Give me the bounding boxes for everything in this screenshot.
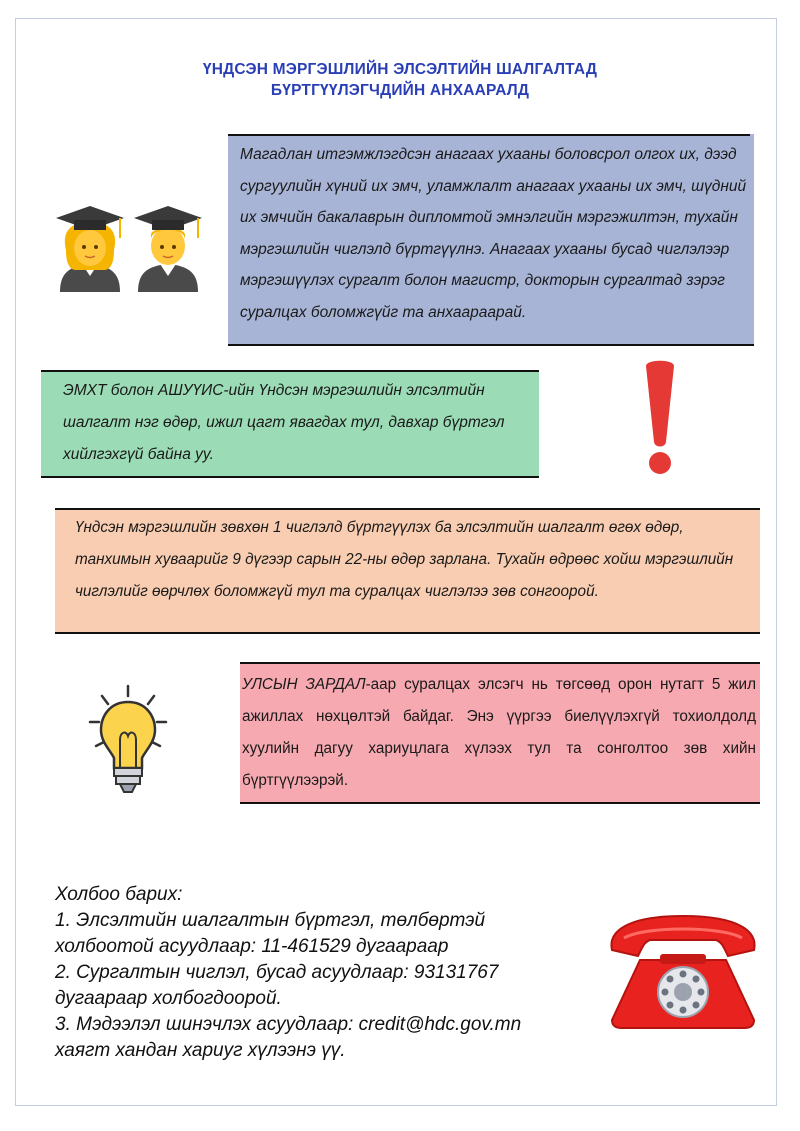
rule-top xyxy=(228,134,750,136)
contact-line: 1. Элсэлтийн шалгалтын бүртгэл, төлбөртэй xyxy=(55,910,486,931)
title-line-1: ҮНДСЭН МЭРГЭШЛИЙН ЭЛСЭЛТИЙН ШАЛГАЛТАД xyxy=(202,61,598,78)
rule-bottom xyxy=(228,344,754,346)
contact-line: 3. Мэдээлэл шинэчлэх асуудлаар: credit@hdc.gov.mn xyxy=(55,1014,522,1035)
notice-exam-day-text: ЭМХТ болон АШУҮИС-ийн Үндсэн мэргэшлийн элсэлтийн шалгалт нэг өдөр, ижил цагт явагдах тул, давхар бүртгэл хийлгэхгүй байна уу. xyxy=(63,382,505,463)
notice-graduates-text: Магадлан итгэмжлэгдсэн анагаах ухааны боловсрол олгох их, дээд сургуулийн хүний их эмч, уламжлалт анагаах ухааны их эмч, шүдний их эмчийн бакалаврын дипломтой эмнэлгийн мэргэжилтэн, тухайн мэргэшлийн чиглэлд бүртгүүлнэ. Анагаах ухааны бусад чиглэлээр мэргэшүүлэх сургалт болон магистр, докторын сургалтад зэрэг суралцах боломжгүйг та анхаараарай. xyxy=(240,146,747,321)
state-funded-highlight: УЛСЫН ЗАРДАЛ xyxy=(242,676,366,693)
contact-line: хаягт хандан хариуг хүлээнэ үү. xyxy=(55,1040,346,1061)
rule-top xyxy=(55,508,760,510)
rule-bottom xyxy=(55,632,760,634)
contact-line: дугаараар холбогдоорой. xyxy=(55,988,282,1009)
notice-graduates xyxy=(228,134,754,346)
notice-state-funded xyxy=(240,662,760,804)
state-funded-body: -аар суралцах элсэгч нь төгсөөд орон нутагт 5 жил ажиллах нөхцөлтэй байдаг. Энэ үүргээ биелүүлэхгүй тохиолдолд хуулийн дагуу хариуцлага хүлээх тул та сонголтоо зөв хийн бүртгүүлээрэй. xyxy=(242,676,757,789)
contact-heading: Холбоо барих: xyxy=(55,884,183,905)
notice-single-choice xyxy=(55,508,760,634)
notice-exam-day xyxy=(41,370,539,478)
notice-state-funded-text xyxy=(242,669,756,797)
rule-bottom xyxy=(240,802,760,804)
rule-top xyxy=(41,370,539,372)
contact-line: холбоотой асуудлаар: 11-461529 дугаараар xyxy=(55,936,449,957)
telephone-icon xyxy=(604,910,762,1032)
graduate-students-icon xyxy=(54,204,206,296)
contact-line: 2. Сургалтын чиглэл, бусад асуудлаар: 93131767 xyxy=(55,962,499,983)
contact-section xyxy=(55,882,615,1064)
light-bulb-icon xyxy=(86,684,170,800)
page-title xyxy=(0,59,800,101)
rule-bottom xyxy=(41,476,539,478)
exclamation-icon xyxy=(636,360,684,478)
rule-top xyxy=(240,662,760,664)
notice-single-choice-text: Үндсэн мэргэшлийн зөвхөн 1 чиглэлд бүртгүүлэх ба элсэлтийн шалгалт өгөх өдөр, танхимын хуваарийг 9 дүгээр сарын 22-ны өдөр зарлана. Тухайн өдрөөс хойш мэргэшлийн чиглэлийг өөрчлөх боломжгүй тул та суралцах чиглэлээ зөв сонгоорой. xyxy=(75,519,734,600)
title-line-2: БҮРТГҮҮЛЭГЧДИЙН АНХААРАЛД xyxy=(270,82,530,99)
